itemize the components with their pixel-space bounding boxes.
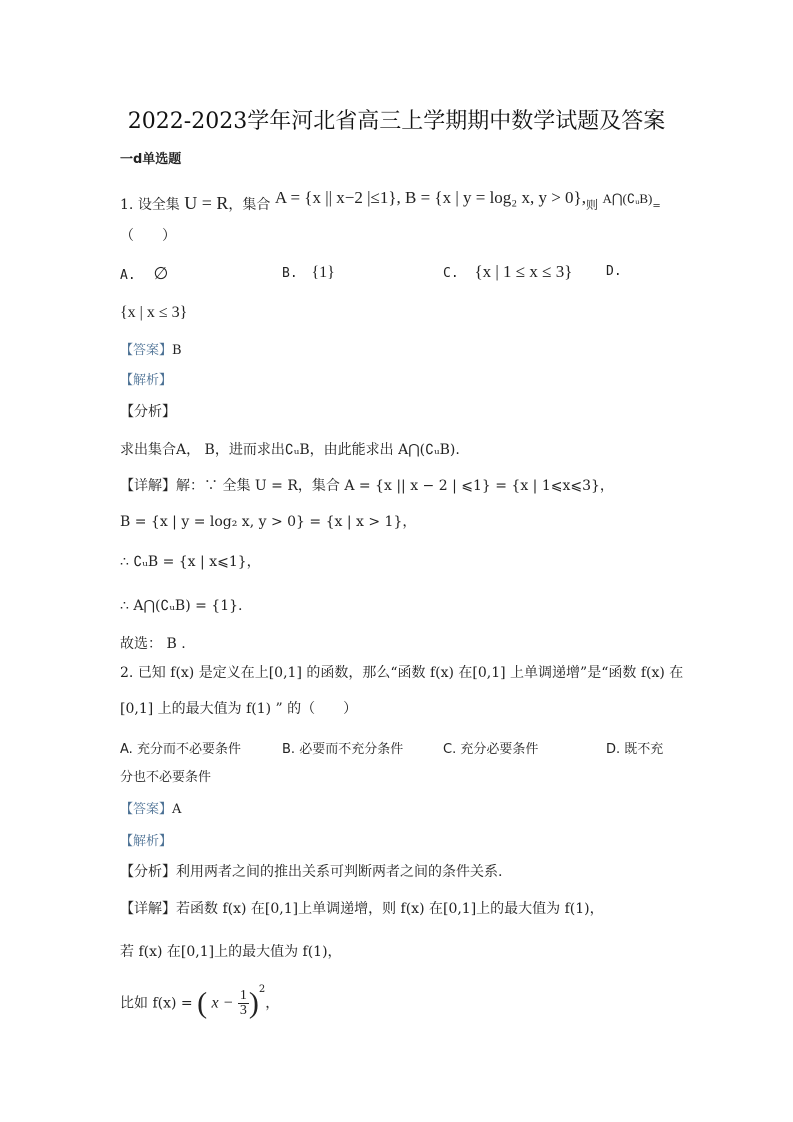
q2-option-c: [443, 738, 538, 757]
detail-text: 比如 f(x) =: [120, 995, 198, 1012]
fraction-numerator: 1: [239, 988, 247, 1004]
option-label: C.: [443, 742, 457, 757]
option-value: ∅: [153, 264, 169, 283]
q1-universe: U = R: [184, 193, 229, 213]
q2-analysis-tag: 【解析】: [120, 834, 173, 849]
q2-answer: [120, 800, 181, 820]
detail-tag: 【详解】: [120, 901, 176, 917]
q1-analysis-tag: 【解析】: [120, 373, 173, 388]
q2-option-d: [606, 738, 663, 757]
right-paren: ): [248, 986, 259, 1020]
q2-option-a: [120, 738, 241, 757]
option-label: B.: [282, 742, 296, 757]
q1-stem: [120, 188, 661, 217]
fraction-denominator: 3: [239, 1003, 247, 1019]
option-value: 既不充: [624, 742, 664, 757]
q1-detail-line-2: B = {x | y = log₂ x, y > 0} = {x | x > 1}，: [120, 514, 417, 530]
q1-choose: 故选： B .: [120, 636, 186, 652]
option-label: D.: [606, 742, 621, 757]
detail-text: 若函数 f(x) 在[0,1]上单调递增，则 f(x) 在[0,1]上的最大值为 f(1)，: [176, 901, 604, 917]
q1-option-d: [606, 264, 622, 279]
detail-tag: 【详解】: [120, 478, 176, 494]
variable-x: x −: [211, 994, 234, 1012]
q2-option-b: [282, 738, 403, 757]
q2-stem-line-2: [0,1] 上的最大值为 f(1) ” 的（ ）: [120, 701, 358, 717]
option-label: D.: [606, 264, 622, 279]
detail-text: 解：∵ 全集 U = R，集合 A = {x || x − 2 | ⩽1} = {x | 1⩽x⩽3}，: [176, 478, 614, 494]
q1-expression: A⋂(∁ᵤB): [602, 191, 653, 206]
q2-stem-line-1: [120, 663, 683, 683]
q2-detail-line-2: 若 f(x) 在[0,1]上的最大值为 f(1)，: [120, 944, 342, 960]
q2-number: 2.: [120, 665, 134, 681]
option-value: 充分而不必要条件: [136, 742, 241, 757]
answer-value: A: [172, 802, 182, 817]
q1-paren: （ ）: [120, 228, 176, 244]
answer-tag: 【答案】: [120, 343, 173, 358]
option-label: A.: [120, 268, 136, 283]
option-label: A.: [120, 742, 133, 757]
q1-equals: =: [652, 201, 661, 212]
option-value: 必要而不充分条件: [299, 742, 404, 757]
exponent: 2: [258, 984, 266, 995]
answer-tag: 【答案】: [120, 802, 173, 817]
section-heading: 一d单选题: [120, 152, 182, 167]
q1-option-d-value: {x | x ≤ 3}: [120, 304, 188, 321]
q2-fenxi: [120, 862, 502, 882]
q2-stem-text: 已知 f(x) 是定义在上[0,1] 的函数，那么“函数 f(x) 在[0,1] 上单调递增”是“函数 f(x) 在: [137, 665, 684, 681]
fraction: [238, 989, 249, 1018]
q1-sets: A = {x || x−2 |≤1}, B = {x | y = log₂ x, y > 0},: [274, 188, 586, 207]
option-value: {1}: [311, 264, 335, 281]
q2-option-d-cont: 分也不必要条件: [120, 770, 212, 785]
q1-detail-line-3: ∴ ∁ᵤB = {x | x⩽1}，: [120, 554, 261, 570]
q1-stem-prefix: 设全集: [137, 197, 180, 213]
option-label: B.: [282, 266, 298, 281]
q2-detail-line-3: [120, 980, 279, 1024]
answer-value: B: [172, 343, 182, 358]
left-paren: (: [197, 986, 208, 1020]
q1-option-b: [282, 264, 335, 282]
fenxi-text: 利用两者之间的推出关系可判断两者之间的条件关系.: [176, 864, 503, 880]
option-value: {x | 1 ≤ x ≤ 3}: [474, 262, 573, 281]
q1-detail-line-4: ∴ A⋂(∁ᵤB) = {1}.: [120, 598, 243, 614]
fenxi-tag: 【分析】: [120, 864, 176, 880]
q2-detail-line-1: [120, 899, 604, 919]
q1-answer: [120, 341, 182, 361]
q1-option-c: [443, 262, 572, 282]
q1-then: 则: [585, 198, 598, 212]
option-value: 充分必要条件: [460, 742, 539, 757]
option-label: C.: [443, 266, 459, 281]
comma: ，: [265, 995, 280, 1012]
document-title: 2022-2023学年河北省高三上学期期中数学试题及答案: [127, 109, 666, 134]
q1-fenxi-tag: 【分析】: [120, 404, 176, 420]
q1-stem-mid: ，集合: [228, 197, 271, 213]
q1-option-a: [120, 264, 168, 284]
q1-fenxi-text: 求出集合A， B，进而求出∁ᵤB，由此能求出 A⋂(∁ᵤB).: [120, 442, 460, 458]
q1-detail-line-1: [120, 476, 614, 496]
q1-number: 1.: [120, 197, 134, 213]
